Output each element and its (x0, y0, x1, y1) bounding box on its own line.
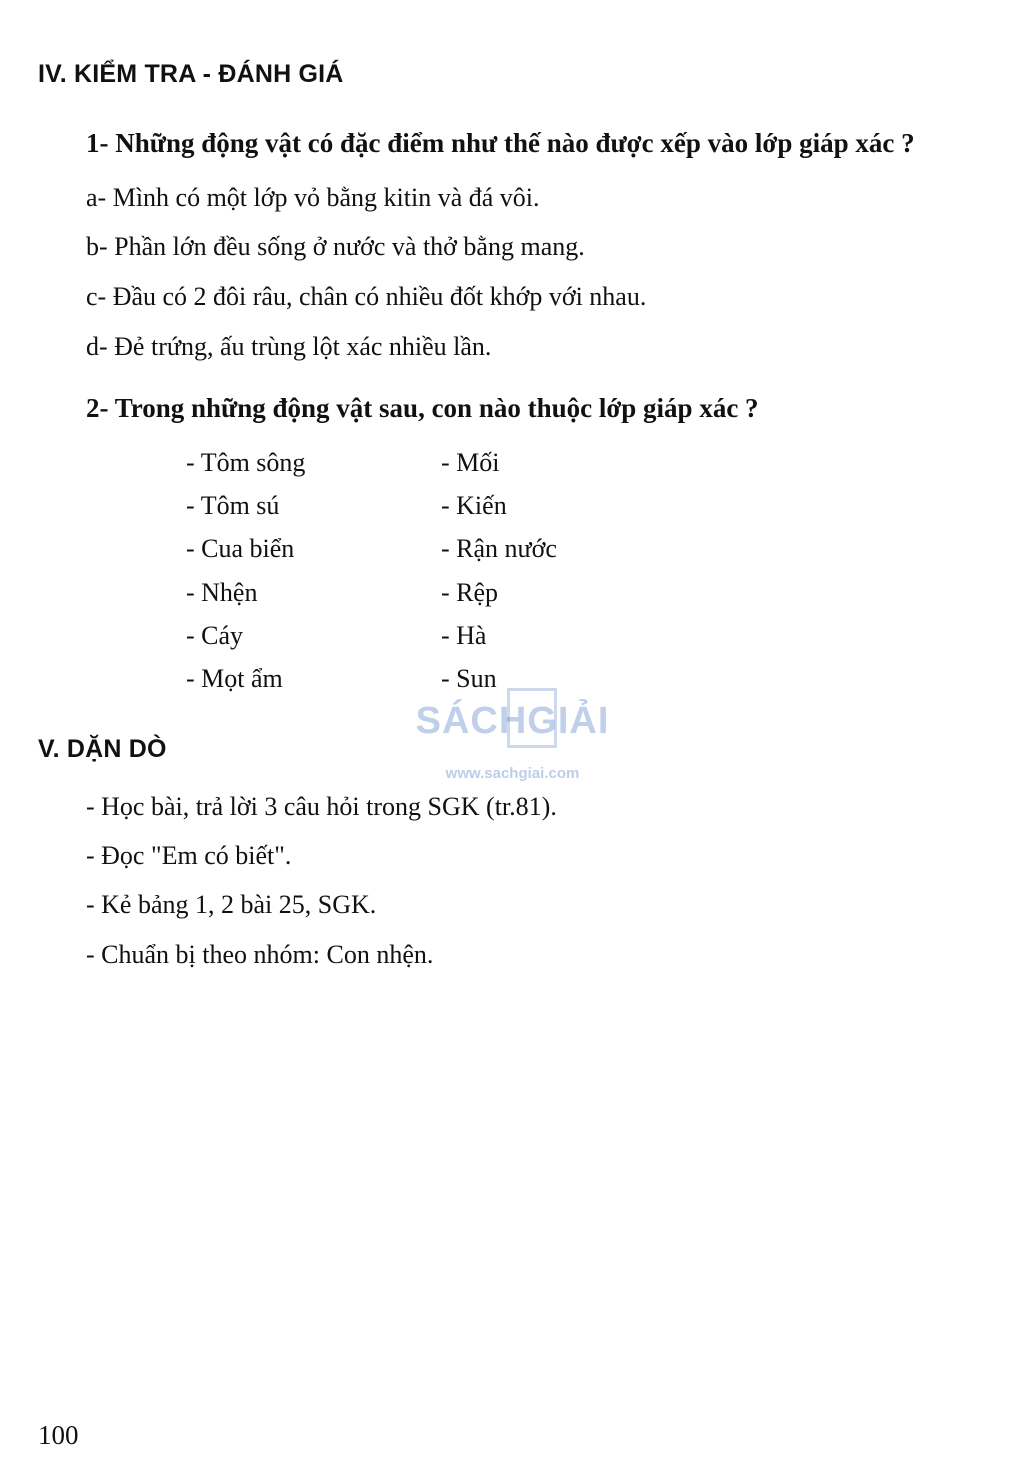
question-1-option-d: d- Đẻ trứng, ấu trùng lột xác nhiều lần. (86, 332, 492, 361)
animal-right-4: - Rệp (441, 578, 499, 607)
question-1-option-b: b- Phần lớn đều sống ở nước và thở bằng mang. (86, 232, 585, 261)
homework-item-4: - Chuẩn bị theo nhóm: Con nhện. (86, 940, 434, 969)
watermark-logo: SÁCHGIẢI (415, 700, 610, 742)
question-2: 2- Trong những động vật sau, con nào thuộc lớp giáp xác ? (86, 393, 759, 423)
animal-left-3: - Cua biển (186, 534, 295, 563)
homework-item-2: - Đọc "Em có biết". (86, 841, 292, 870)
homework-item-3: - Kẻ bảng 1, 2 bài 25, SGK. (86, 890, 377, 919)
watermark-url: www.sachgiai.com (445, 765, 580, 782)
question-1: 1- Những động vật có đặc điểm như thế nào được xếp vào lớp giáp xác ? (86, 128, 915, 158)
question-1-option-a: a- Mình có một lớp vỏ bằng kitin và đá vôi. (86, 183, 540, 212)
animal-right-3: - Rận nước (441, 534, 557, 563)
homework-item-1: - Học bài, trả lời 3 câu hỏi trong SGK (tr.81). (86, 792, 557, 821)
section-iv-heading: IV. KIỂM TRA - ĐÁNH GIÁ (38, 60, 344, 88)
animal-left-4: - Nhện (186, 578, 258, 607)
animal-left-1: - Tôm sông (186, 448, 306, 477)
animal-right-2: - Kiến (441, 491, 507, 520)
animal-right-6: - Sun (441, 664, 497, 693)
animal-right-1: - Mối (441, 448, 500, 477)
watermark-frame (507, 688, 557, 748)
page-number: 100 (38, 1420, 79, 1450)
animal-right-5: - Hà (441, 621, 487, 650)
sachgiai-watermark (410, 688, 615, 788)
section-v-heading: V. DẶN DÒ (38, 735, 167, 763)
animal-left-5: - Cáy (186, 621, 244, 650)
question-1-option-c: c- Đầu có 2 đôi râu, chân có nhiều đốt khớp với nhau. (86, 282, 647, 311)
animal-left-2: - Tôm sú (186, 491, 280, 520)
animal-left-6: - Mọt ẩm (186, 664, 283, 693)
